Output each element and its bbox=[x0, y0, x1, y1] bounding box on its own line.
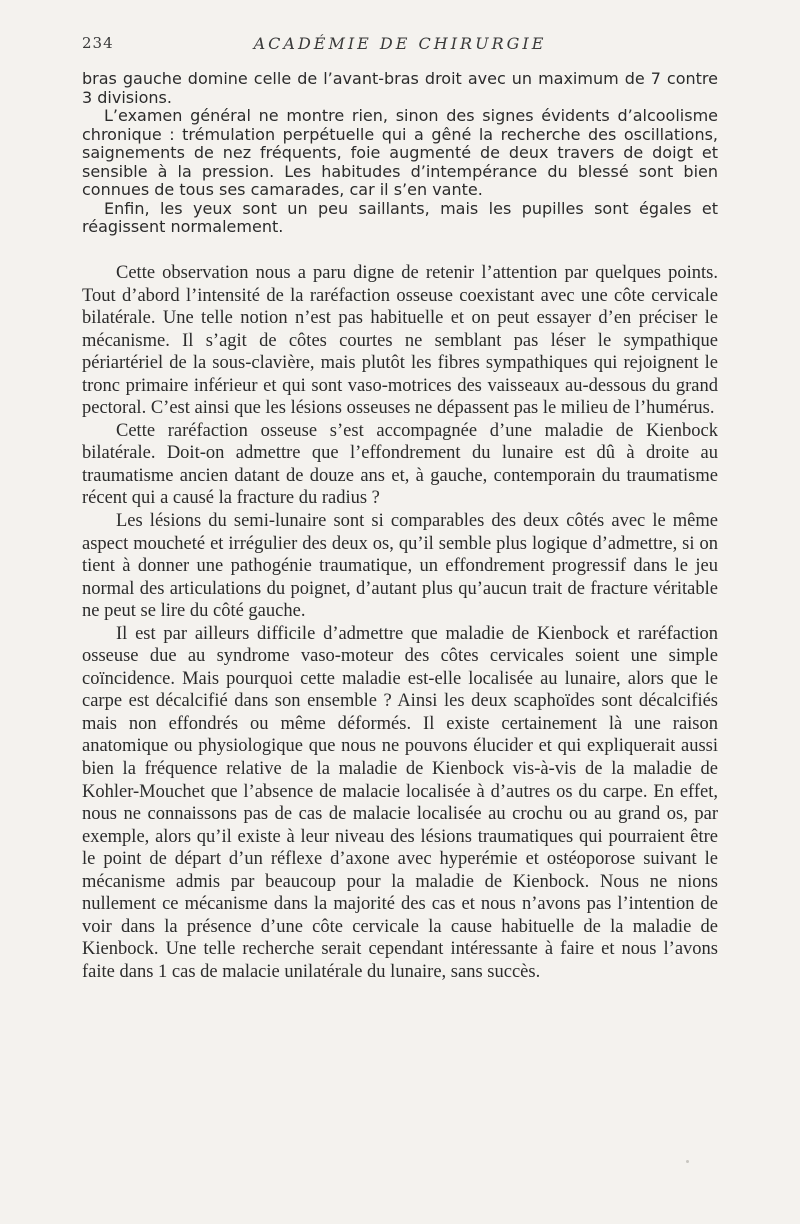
paper-speck bbox=[686, 1160, 689, 1163]
paragraph: Il est par ailleurs difficile d’admettre que maladie de Kienbock et raréfaction osseuse due au syndrome vaso-moteur des côtes cervicales soient une simple coïncidence. Mais pourquoi cette maladie est-elle localisée au lunaire, alors que le carpe est décalcifié dans son ensemble ? Ainsi les deux scaphoïdes sont décalcifiés mais non effondrés ou même déformés. Il existe certainement là une raison anatomique ou physiologique que nous ne pouvons élucider et qui expliquerait aussi bien la fréquence relative de la maladie de Kienbock vis-à-vis de la maladie de Kohler-Mouchet que l’absence de malacie localisée à d’autres os du carpe. En effet, nous ne connaissons pas de cas de malacie localisée au crochu ou au grand os, par exemple, alors qu’il existe à leur niveau des lésions traumatiques qui pourraient être le point de départ d’un réflexe d’axone avec hyperémie et ostéoporose suivant le mécanisme admis par beaucoup pour la maladie de Kienbock. Nous ne nions nullement ce mécanisme dans la majorité des cas et nous n’avons pas l’intention de voir dans la présence d’une côte cervicale la cause habituelle de la maladie de Kienbock. Une telle recherche serait cependant intéressante à faire et nous l’avons faite dans 1 cas de malacie unilatérale du lunaire, sans succès. bbox=[82, 623, 718, 982]
paragraph: Les lésions du semi-lunaire sont si comparables des deux côtés avec le même aspect moucheté et irrégulier des deux os, qu’il semble plus logique d’admettre, si on tient à donner une pathogénie traumatique, un effondrement progressif dans le jeu normal des articulations du poignet, d’autant plus qu’aucun trait de fracture véritable ne peut se lire du côté gauche. bbox=[82, 511, 718, 622]
paragraph: bras gauche domine celle de l’avant-bras droit avec un maximum de 7 contre 3 divisions. bbox=[82, 69, 718, 107]
paragraph: Cette raréfaction osseuse s’est accompagnée d’une maladie de Kienbock bilatérale. Doit-on admettre que l’effondrement du lunaire est dû à droite au traumatisme ancien datant de douze ans et, à gauche, contemporain du traumatisme récent qui a causé la fracture du radius ? bbox=[82, 420, 718, 509]
running-title: ACADÉMIE DE CHIRURGIE bbox=[253, 34, 547, 53]
paragraph: Cette observation nous a paru digne de retenir l’attention par quelques points. Tout d’abord l’intensité de la raréfaction osseuse coexistant avec une côte cervicale bilatérale. Une telle notion n’est pas habituelle et on peut essayer d’en préciser le mécanisme. Il s’agit de côtes courtes ne semblant pas léser le sympathique périartériel de la sous-clavière, mais plutôt les fibres sympathiques qui rejoignent le tronc primaire inférieur et qui sont vaso-motrices des vaisseaux au-dessous du grand pectoral. C’est ainsi que les lésions osseuses ne dépassent pas le milieu de l’humérus. bbox=[82, 263, 718, 419]
paragraph: Enfin, les yeux sont un peu saillants, mais les pupilles sont égales et réagissent normalement. bbox=[82, 198, 718, 236]
commentary-text bbox=[82, 262, 718, 984]
page-number: 234 bbox=[82, 34, 114, 52]
page-header bbox=[82, 34, 718, 58]
paragraph: L’examen général ne montre rien, sinon des signes évidents d’alcoolisme chronique : trémulation perpétuelle qui a gêné la recherche des oscillations, saignements de nez fréquents, foie augmenté de deux travers de doigt et sensible à la pression. Les habitudes d’intempérance du blessé sont bien connues de tous ses camarades, car il s’en vante. bbox=[82, 106, 718, 199]
observation-text bbox=[82, 70, 718, 237]
